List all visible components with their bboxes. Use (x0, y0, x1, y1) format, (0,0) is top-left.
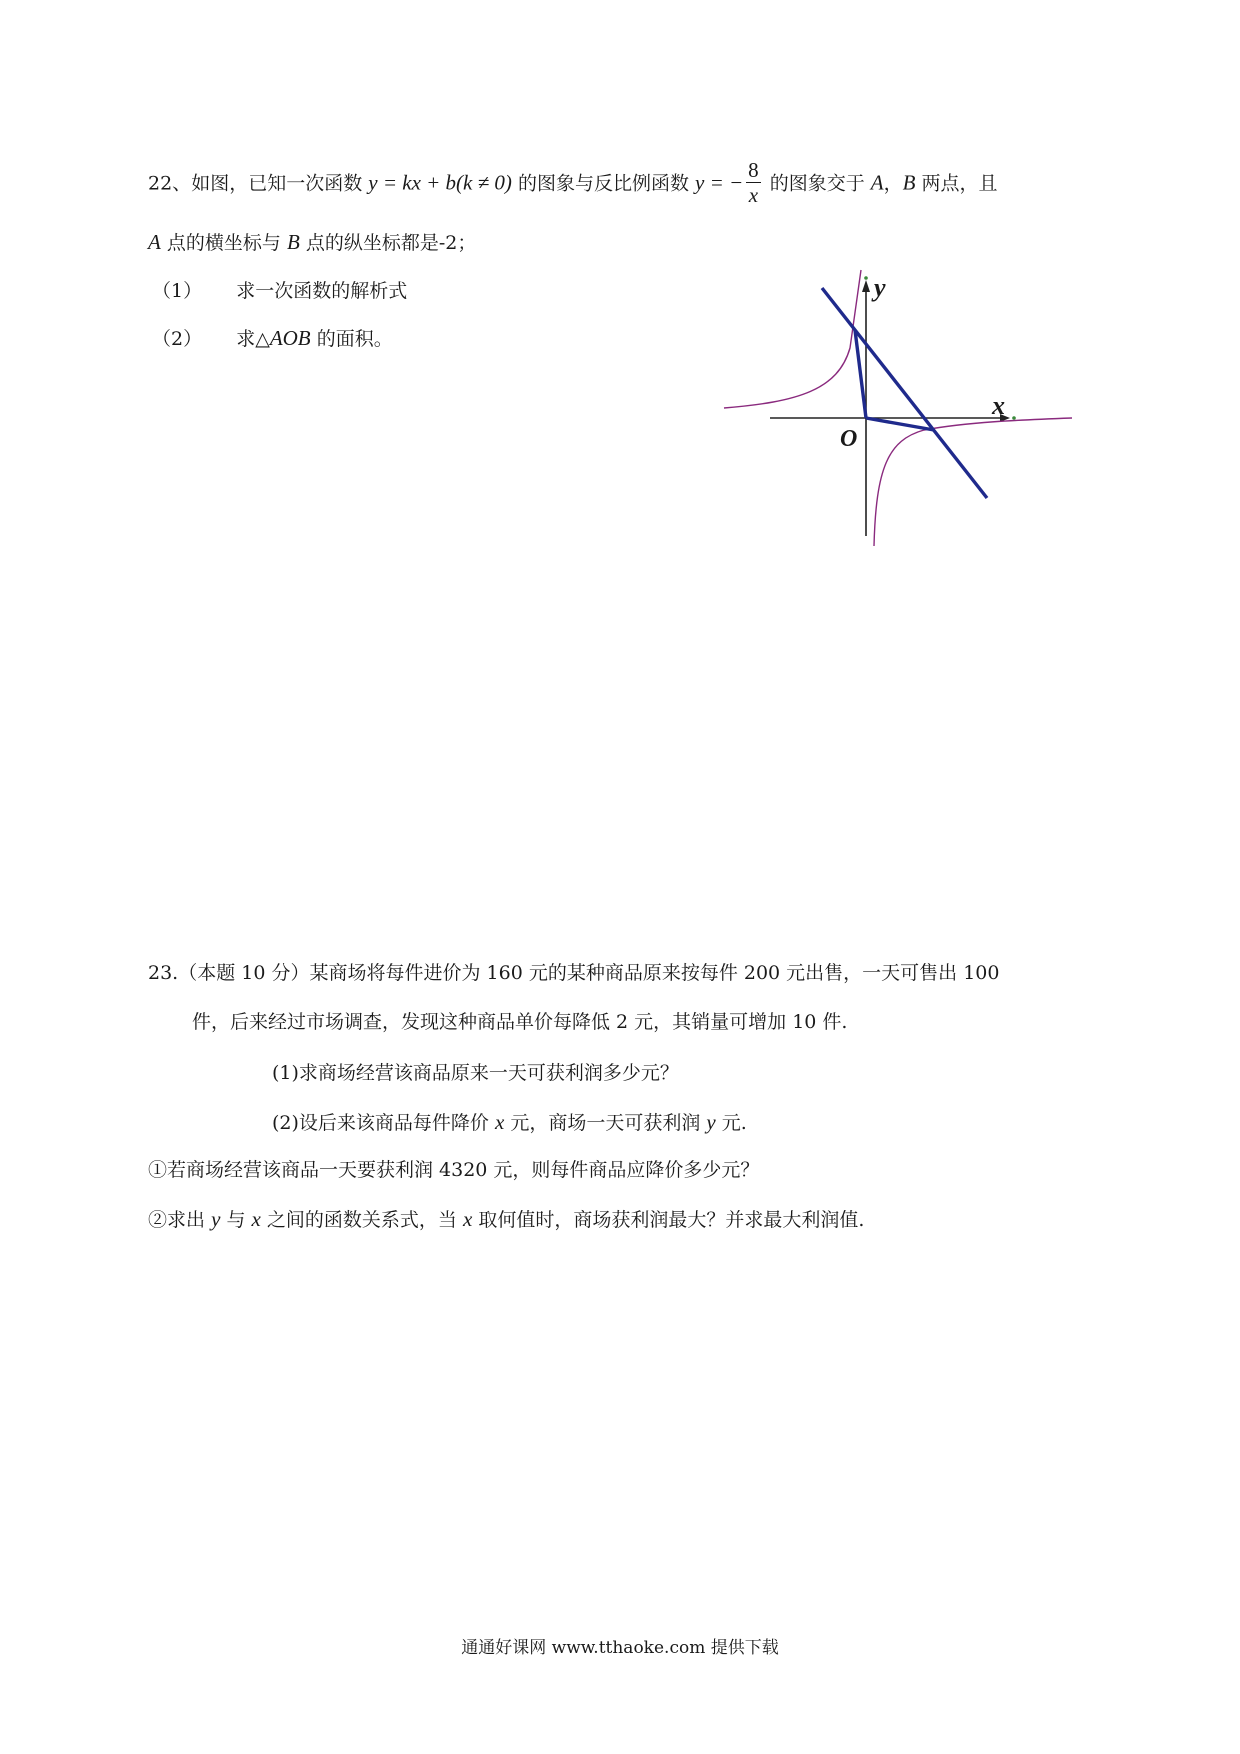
q23-sub2-b: 元，商场一天可获利润 (510, 1112, 701, 1134)
y-axis-tip-dot (864, 276, 868, 280)
q22-line2-b: 点的横坐标与 (166, 232, 281, 254)
q22-number: 22、 (148, 172, 192, 195)
q23-part2-y: y (211, 1207, 221, 1231)
q23-part2-a: ②求出 (148, 1209, 206, 1231)
q22-text-c: 的图象交于 (769, 172, 865, 195)
q23-part2-x2: x (462, 1207, 473, 1231)
q23-part2-x: x (251, 1207, 261, 1231)
q23-sub2-x: x (494, 1110, 505, 1134)
q22-sub-2 (152, 324, 393, 351)
q23-line-2: 件，后来经过市场调查，发现这种商品单价每降低 2 元，其销量可增加 10 件. (192, 1011, 848, 1033)
q23-part-2 (148, 1205, 864, 1232)
q22-sub-1 (152, 276, 407, 303)
q23-sub2-a: (2)设后来该商品每件降价 (272, 1112, 489, 1134)
q23-sub-1: (1)求商场经营该商品原来一天可获利润多少元？ (272, 1062, 679, 1084)
q22-point-b: B (902, 170, 916, 195)
q22-frac-den: x (746, 182, 761, 207)
q23-sub-2 (272, 1108, 747, 1135)
q22-sub2-num: （2） (152, 328, 203, 350)
q22-line2-c: B (286, 230, 300, 254)
q23-sub2-c: 元. (721, 1112, 747, 1134)
q22-line2-a: A (148, 230, 161, 254)
q22-point-a: A (870, 170, 884, 195)
q22-sub2-text-c: 的面积。 (316, 328, 393, 350)
x-axis-tip-dot (1012, 416, 1016, 420)
function-graph (718, 268, 1078, 548)
q22-eq-linear: y = kx + b(k ≠ 0) (368, 170, 512, 195)
q23-part-1: ①若商场经营该商品一天要获利润 4320 元，则每件商品应降价多少元？ (148, 1159, 760, 1181)
q23-line-1: 23.（本题 10 分）某商场将每件进价为 160 元的某种商品原来按每件 200 元出售，一天可售出 100 (148, 962, 1000, 984)
y-axis-label: y (874, 273, 886, 302)
q22-frac-num: 8 (748, 158, 759, 182)
q22-line-1 (148, 160, 998, 209)
q23-sub2-y: y (706, 1110, 716, 1134)
q23-part2-d: 取何值时，商场获利润最大？并求最大利润值. (478, 1209, 865, 1231)
linear-function-line (822, 288, 987, 498)
q22-sub1-text: 求一次函数的解析式 (236, 280, 408, 302)
y-axis-arrow (862, 280, 870, 292)
q22-text-d: 两点，且 (921, 172, 998, 195)
q22-sub2-text-b: AOB (269, 326, 311, 350)
q22-sep: ， (883, 172, 903, 195)
q22-sub1-num: （1） (152, 280, 203, 302)
q23-part2-b: 与 (226, 1209, 246, 1231)
q22-sub2-text-a: 求△ (236, 328, 270, 350)
page-footer: 通通好课网 www.tthaoke.com 提供下载 (461, 1638, 779, 1658)
x-axis-label: x (992, 391, 1005, 420)
q22-text-a: 如图，已知一次函数 (191, 172, 363, 195)
q22-eq-inv-lhs: y = − (695, 170, 744, 195)
origin-label: O (840, 426, 858, 452)
q23-part2-c: 之间的函数关系式，当 (266, 1209, 457, 1231)
q22-fraction (746, 158, 761, 207)
hyperbola-branch-upper-left (724, 270, 861, 408)
q22-text-b: 的图象与反比例函数 (517, 172, 689, 195)
q22-line-2 (148, 228, 476, 255)
q22-line2-d: 点的纵坐标都是-2； (305, 232, 477, 254)
